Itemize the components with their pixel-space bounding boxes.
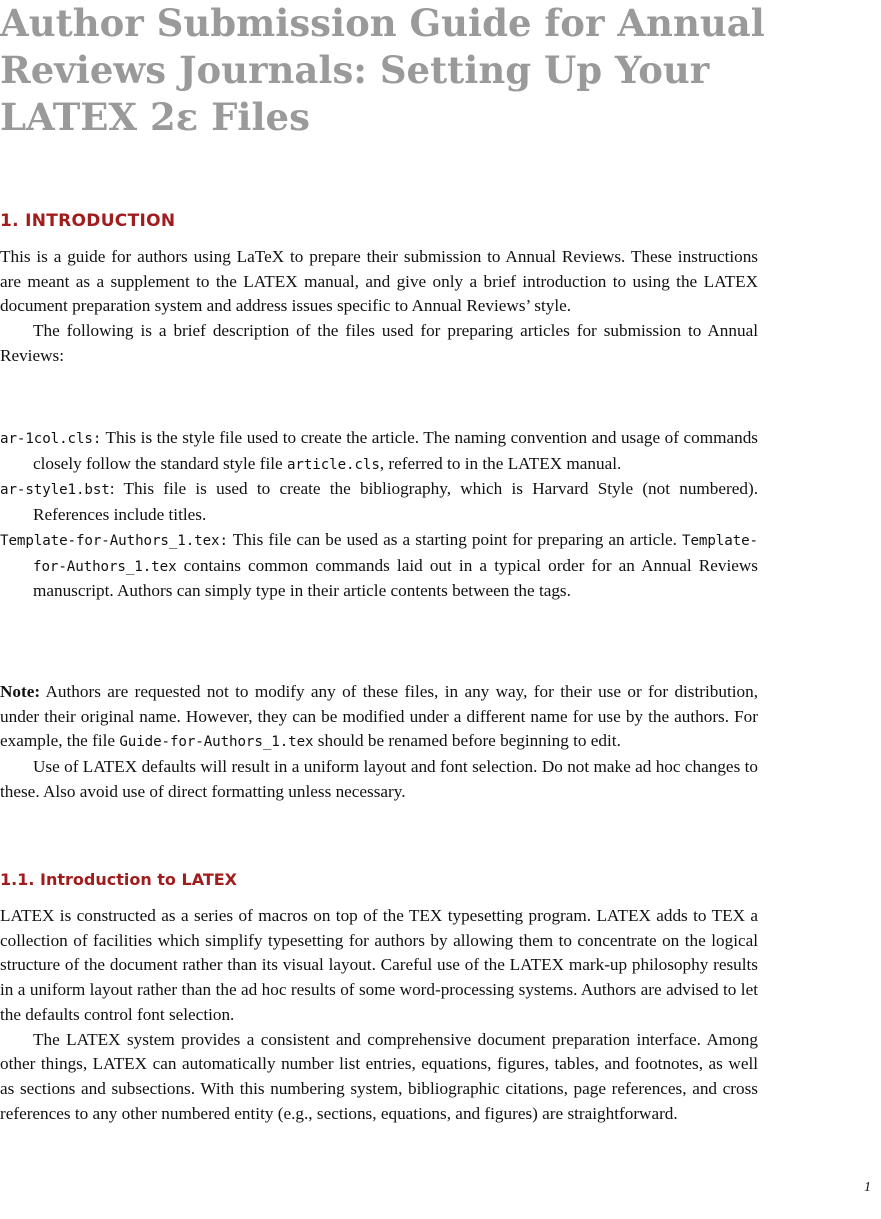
section-heading-introduction-to-latex: 1.1. Introduction to LATEX xyxy=(0,870,238,889)
page-number: 1 xyxy=(864,1180,871,1195)
intro-paragraph-1: This is a guide for authors using LaTeX to prepare their submission to Annual Reviews. These instructions are meant as a supplement to the LATEX manual, and give only a brief introduction to using the LATEX document preparation system and address issues specific to Annual Reviews’ style. xyxy=(0,247,758,316)
note-paragraph xyxy=(0,680,758,755)
inline-code: Guide-for-Authors_1.tex xyxy=(119,734,314,751)
note-body: Authors are requested not to modify any of these files, in any way, for their use or for distribution, under their original name. However, they can be modified under a different name for use by the authors. For example, the file xyxy=(0,682,758,751)
note-body: should be renamed before beginning to edit. xyxy=(313,731,621,751)
introduction-text xyxy=(0,245,758,369)
file-name: ar-1col.cls: xyxy=(0,431,102,447)
file-description-list xyxy=(0,426,758,604)
file-name: ar-style1.bst xyxy=(0,482,110,499)
note-text xyxy=(0,680,758,805)
file-description: This file can be used as a starting point for preparing an article. xyxy=(227,529,683,549)
file-item xyxy=(0,477,758,527)
file-item xyxy=(0,528,758,604)
file-name: Template-for-Authors_1.tex: xyxy=(0,532,228,549)
defaults-paragraph: Use of LATEX defaults will result in a uniform layout and font selection. Do not make ad hoc changes to these. Also avoid use of direct formatting unless necessary. xyxy=(0,757,758,801)
note-label: Note: xyxy=(0,682,41,701)
inline-code: Template-for-Authors_1.tex xyxy=(33,532,758,575)
file-item xyxy=(0,426,758,477)
latex-paragraph-1: LATEX is constructed as a series of macros on top of the TEX typesetting program. LATEX adds to TEX a collection of facilities which simplify typesetting for authors by allowing them to concentrate on the logical structure of the document rather than its visual layout. Careful use of the LATEX mark-up philosophy results in a uniform layout rather than the ad hoc results of some word-processing systems. Authors are advised to let the defaults control font selection. xyxy=(0,906,758,1024)
intro-paragraph-2: The following is a brief description of the files used for preparing articles for submission to Annual Reviews: xyxy=(0,321,758,365)
file-description: : This file is used to create the bibliography, which is Harvard Style (not numbered). References include titles. xyxy=(33,479,758,525)
section-heading-introduction: 1. INTRODUCTION xyxy=(0,211,176,231)
inline-code: article.cls xyxy=(286,456,380,473)
file-description: This is the style file used to create the article. The naming convention and usage of commands closely follow the standard style file xyxy=(33,428,758,473)
file-description: contains common commands laid out in a typical order for an Annual Reviews manuscript. Authors can simply type in their article contents between the tags. xyxy=(33,555,758,601)
page-title: Author Submission Guide for Annual Reviews Journals: Setting Up Your LATEX 2ε Files xyxy=(0,1,765,139)
latex-introduction-text xyxy=(0,904,758,1126)
file-description: , referred to in the LATEX manual. xyxy=(379,453,622,473)
latex-paragraph-2: The LATEX system provides a consistent and comprehensive document preparation interface. Among other things, LATEX can automatically number list entries, equations, figures, tables, and footnotes, as well as sections and subsections. With this numbering system, bibliographic citations, page references, and cross references to any other numbered entity (e.g., sections, equations, and figures) are straightforward. xyxy=(0,1029,758,1123)
